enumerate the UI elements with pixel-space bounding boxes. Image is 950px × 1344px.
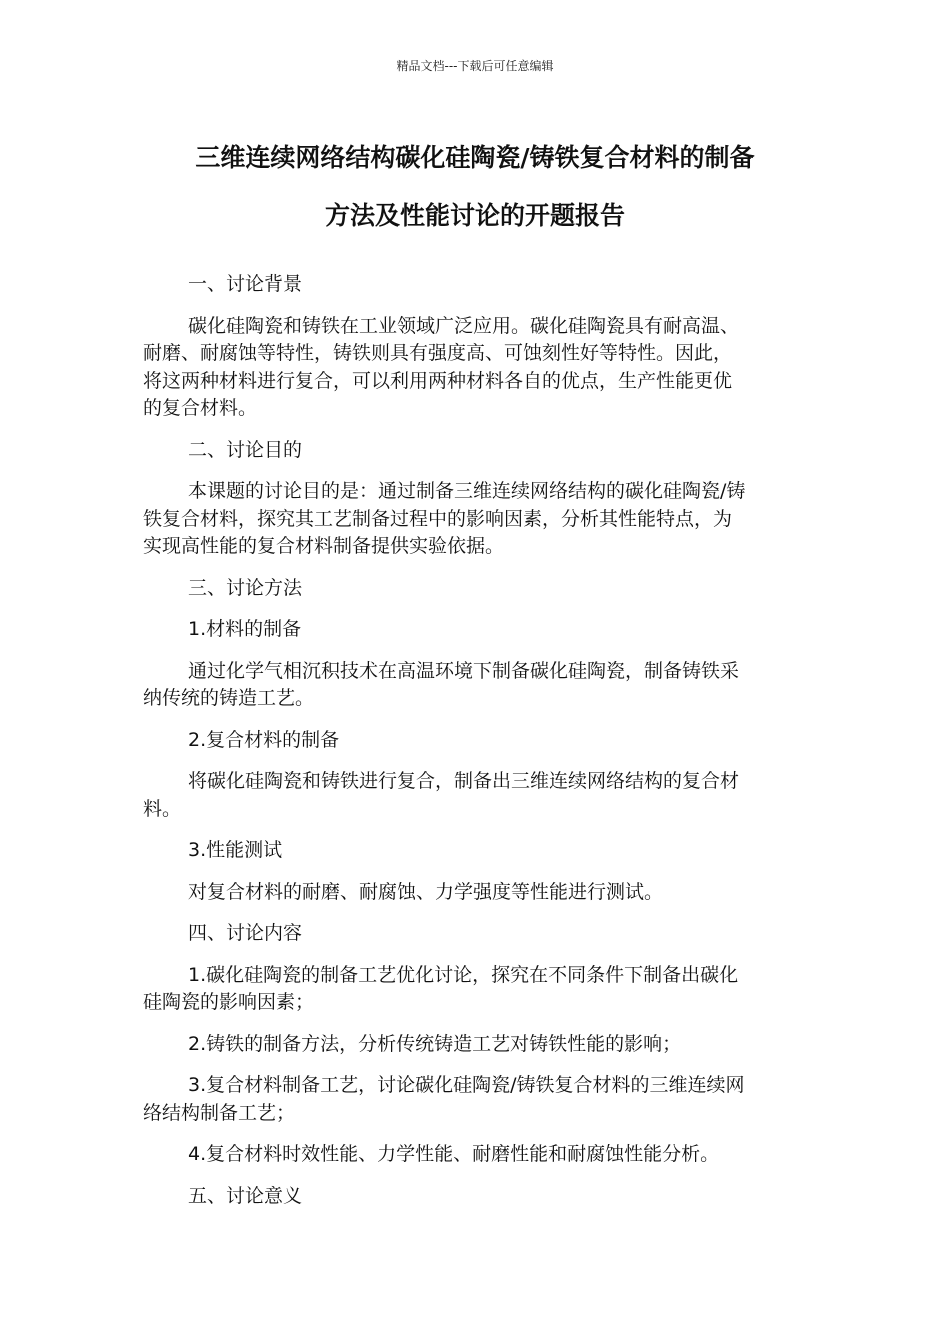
content-item-2: 2.铸铁的制备方法，分析传统铸造工艺对铸铁性能的影响；: [188, 1032, 682, 1055]
content-item-4: 4.复合材料时效性能、力学性能、耐磨性能和耐腐蚀性能分析。: [188, 1143, 720, 1165]
page-header: 精品文档---下载后可任意编辑: [396, 59, 554, 73]
paragraph-composite-prep: 将碳化硅陶瓷和铸铁进行复合，制备出三维连续网络结构的复合材 料。: [143, 770, 740, 820]
paragraph-performance-test: 对复合材料的耐磨、耐腐蚀、力学强度等性能进行测试。: [188, 880, 664, 903]
paragraph-material-prep: 通过化学气相沉积技术在高温环境下制备碳化硅陶瓷，制备铸铁采 纳传统的铸造工艺。: [143, 659, 740, 709]
section-heading-significance: 五、讨论意义: [188, 1184, 303, 1207]
subheading-material-prep: 1.材料的制备: [188, 618, 302, 640]
content-item-3: 3.复合材料制备工艺，讨论碳化硅陶瓷/铸铁复合材料的三维连续网 络结构制备工艺；: [143, 1074, 745, 1124]
section-heading-purpose: 二、讨论目的: [188, 438, 303, 461]
paragraph-background: 碳化硅陶瓷和铸铁在工业领域广泛应用。碳化硅陶瓷具有耐高温、 耐磨、耐腐蚀等特性，铸铁则具有强度高、可蚀刻性好等特性。因此， 将这两种材料进行复合，可以利用两种材料各自的优点，生产性能更优 的复合材料。: [143, 314, 740, 419]
title-line-2: 方法及性能讨论的开题报告: [324, 201, 625, 230]
title-line-1: 三维连续网络结构碳化硅陶瓷/铸铁复合材料的制备: [195, 143, 755, 172]
section-heading-methods: 三、讨论方法: [188, 576, 303, 599]
subheading-performance-test: 3.性能测试: [188, 839, 283, 861]
paragraph-purpose: 本课题的讨论目的是：通过制备三维连续网络结构的碳化硅陶瓷/铸 铁复合材料，探究其工艺制备过程中的影响因素，分析其性能特点，为 实现高性能的复合材料制备提供实验依据。: [143, 480, 746, 557]
subheading-composite-prep: 2.复合材料的制备: [188, 728, 340, 751]
section-heading-background: 一、讨论背景: [188, 273, 303, 295]
section-heading-content: 四、讨论内容: [188, 922, 303, 944]
document-body: [143, 271, 803, 1224]
content-item-1: 1.碳化硅陶瓷的制备工艺优化讨论，探究在不同条件下制备出碳化 硅陶瓷的影响因素；: [143, 963, 739, 1013]
